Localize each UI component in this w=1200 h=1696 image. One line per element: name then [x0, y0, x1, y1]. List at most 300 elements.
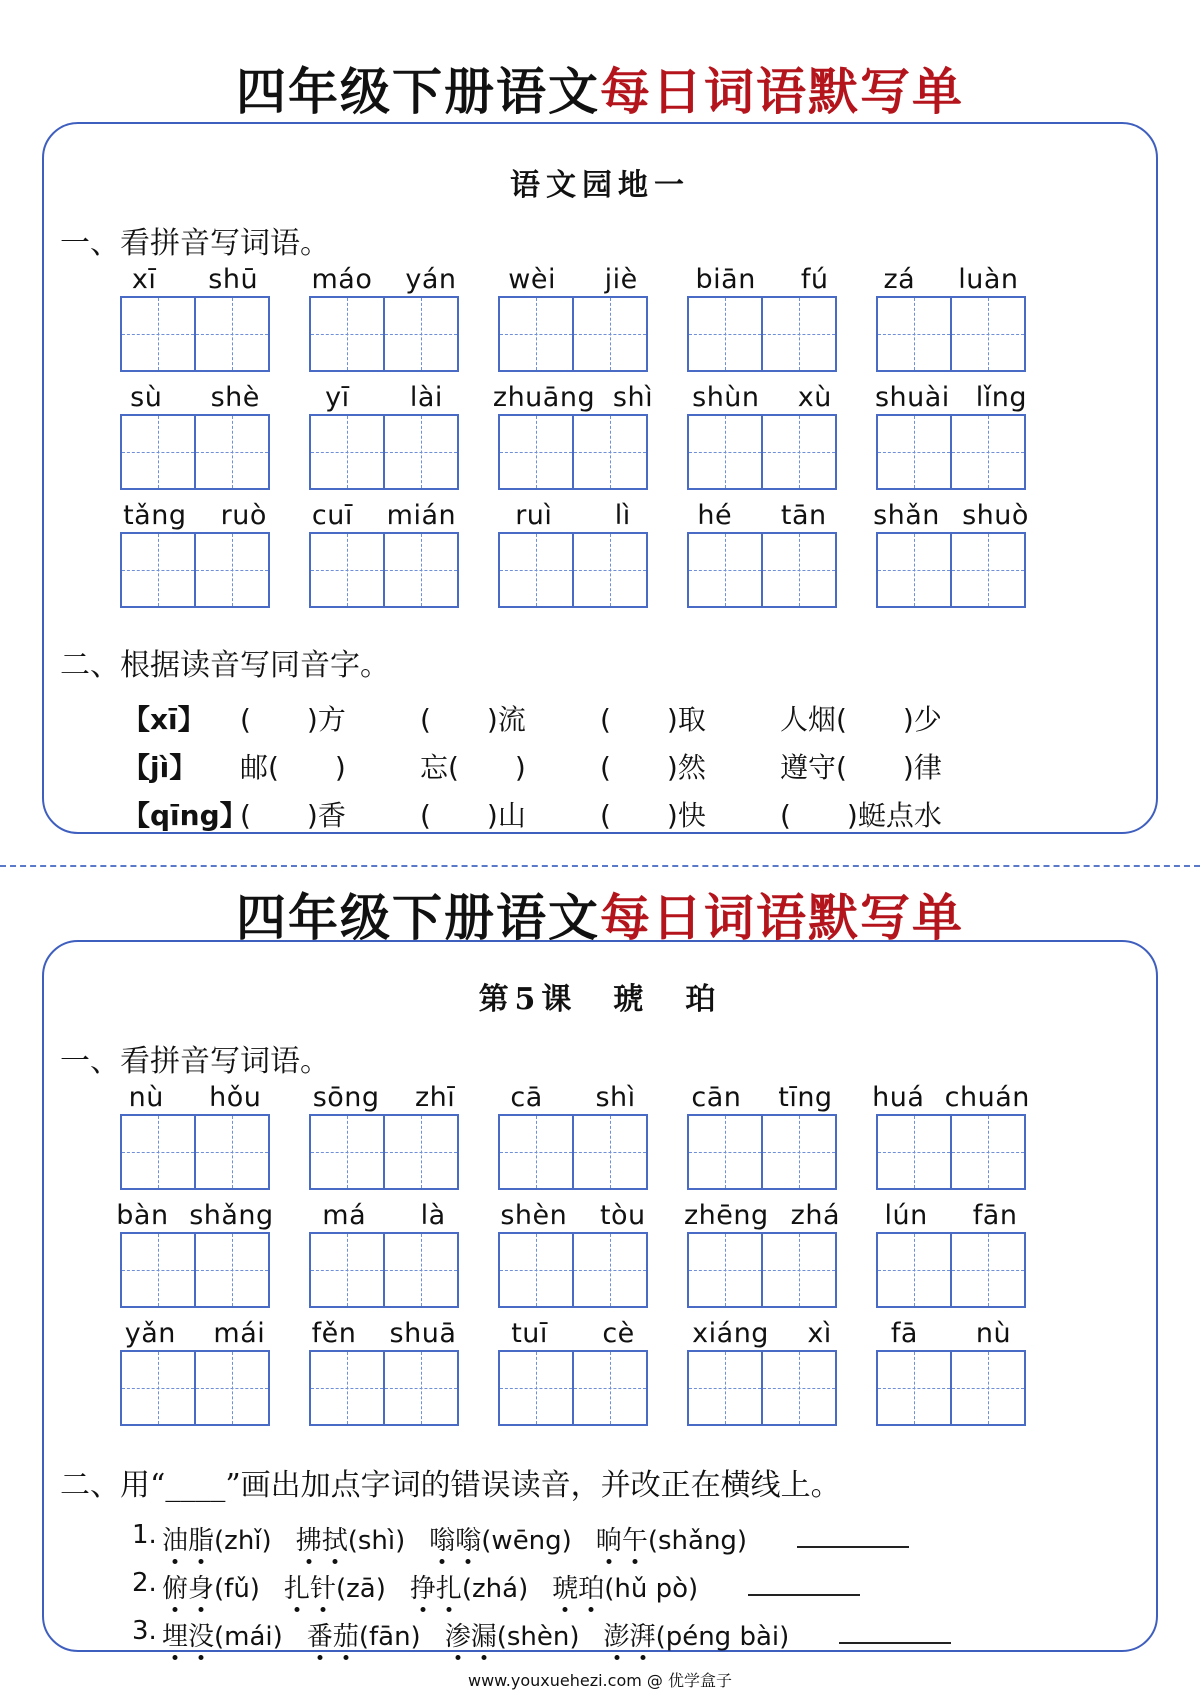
pinyin-syllable: nù: [975, 1318, 1012, 1349]
homophone-blank[interactable]: ( )快: [600, 799, 706, 832]
character-square[interactable]: [950, 416, 1024, 488]
sheet2-card-title: 第5课 琥 珀: [478, 982, 722, 1017]
dotted-character: 午: [621, 1526, 648, 1556]
pinyin-syllable: bàn: [116, 1200, 169, 1231]
dotted-character: 拭: [321, 1526, 348, 1556]
word-with-reading: [410, 1568, 528, 1605]
word-item: [309, 1318, 459, 1436]
reading: (wēng): [481, 1526, 572, 1556]
character-square[interactable]: [311, 1352, 383, 1424]
dotted-character: 渗: [444, 1622, 471, 1652]
writing-box[interactable]: [120, 1114, 270, 1190]
character-square[interactable]: [122, 1352, 194, 1424]
dotted-character: 澎: [603, 1622, 630, 1652]
pinyin-syllable: tān: [780, 500, 827, 531]
pinyin-syllable: shǎng: [189, 1200, 274, 1231]
pinyin-syllable: lài: [409, 382, 443, 413]
pinyin-syllable: má: [322, 1200, 367, 1231]
error-row: [132, 1616, 951, 1653]
pinyin-syllable: fěn: [311, 1318, 357, 1349]
pinyin-syllable: yǎn: [124, 1318, 176, 1349]
writing-box[interactable]: [687, 414, 837, 490]
character-square[interactable]: [383, 1116, 457, 1188]
word-item: [498, 1200, 648, 1318]
pinyin-syllable: sù: [130, 382, 163, 413]
word-item: [309, 500, 459, 618]
sheet2-pinyin-grid: [116, 1082, 1030, 1436]
character-square[interactable]: [500, 1116, 572, 1188]
pinyin: [484, 1318, 662, 1349]
row-number: 2.: [132, 1568, 157, 1598]
error-row: [132, 1520, 909, 1557]
writing-box[interactable]: [498, 296, 648, 372]
pinyin-syllable: shǎn: [873, 500, 940, 531]
pinyin-syllable: ruì: [515, 500, 553, 531]
homophone-blank[interactable]: 人烟( )少: [780, 703, 942, 736]
reading: (zhǐ): [214, 1526, 272, 1556]
word-item: [498, 1318, 648, 1436]
character-square[interactable]: [500, 298, 572, 370]
writing-box[interactable]: [876, 1350, 1026, 1426]
word-item: [687, 1082, 837, 1200]
character-square[interactable]: [311, 1234, 383, 1306]
word-with-reading: [445, 1616, 580, 1653]
pinyin: [862, 500, 1040, 531]
pinyin-syllable: là: [420, 1200, 446, 1231]
word-item: [492, 382, 654, 500]
word-item: [120, 382, 270, 500]
word-with-reading: [429, 1520, 572, 1557]
character-square[interactable]: [761, 298, 835, 370]
character-square[interactable]: [950, 534, 1024, 606]
homophone-blank[interactable]: ( )山: [420, 799, 526, 832]
homophone-row: [122, 794, 1062, 834]
homophone-blank[interactable]: 忘( ): [420, 751, 526, 784]
pinyin-syllable: mái: [213, 1318, 266, 1349]
word-item: [872, 1082, 1030, 1200]
dotted-character: 番: [306, 1622, 333, 1652]
character-square[interactable]: [878, 416, 950, 488]
dotted-character: 扎: [435, 1574, 462, 1604]
word-with-reading: [162, 1616, 283, 1653]
pinyin-syllable: lì: [614, 500, 631, 531]
word-item: [876, 264, 1026, 382]
pinyin-syllable: hé: [697, 500, 733, 531]
character-square[interactable]: [383, 1352, 457, 1424]
homophone-row: [122, 698, 1062, 738]
character-square[interactable]: [689, 1116, 761, 1188]
word-item: [876, 1318, 1026, 1436]
character-square[interactable]: [572, 534, 646, 606]
writing-box[interactable]: [120, 532, 270, 608]
pinyin: [295, 1082, 473, 1113]
character-square[interactable]: [311, 1116, 383, 1188]
word-item: [498, 1082, 648, 1200]
pinyin: [484, 500, 662, 531]
dotted-character: 针: [309, 1574, 336, 1604]
word-item: [687, 382, 837, 500]
character-square[interactable]: [122, 1116, 194, 1188]
word-item: [120, 264, 270, 382]
word-with-reading: [162, 1520, 272, 1557]
pinyin-syllable: biān: [695, 264, 756, 295]
pinyin: [106, 500, 284, 531]
pinyin-syllable: máo: [311, 264, 373, 295]
writing-box[interactable]: [687, 1114, 837, 1190]
character-square[interactable]: [383, 416, 457, 488]
word-item: [687, 264, 837, 382]
row-number: 3.: [132, 1616, 157, 1646]
pinyin-syllable: zhuāng: [492, 382, 596, 413]
dotted-character: 湃: [629, 1622, 656, 1652]
word-item: [116, 1200, 274, 1318]
homophone-blank[interactable]: ( )方: [240, 703, 346, 736]
character-square[interactable]: [878, 1352, 950, 1424]
reading: (zhá): [461, 1574, 529, 1604]
word-item: [309, 1082, 459, 1200]
reading: (péng bài): [655, 1622, 790, 1652]
sheet2-title-red: 每日词语默写单: [600, 888, 964, 947]
homophone-key: 【xī】: [122, 703, 206, 736]
character-square[interactable]: [383, 534, 457, 606]
character-square[interactable]: [761, 1116, 835, 1188]
character-square[interactable]: [311, 416, 383, 488]
pinyin: [295, 500, 473, 531]
character-square[interactable]: [761, 416, 835, 488]
pinyin: [484, 1082, 662, 1113]
sheet1-title-black: 四年级下册语文: [236, 62, 600, 121]
character-square[interactable]: [572, 416, 646, 488]
reading: (zā): [335, 1574, 386, 1604]
dotted-character: 挣: [409, 1574, 436, 1604]
writing-box[interactable]: [498, 1350, 648, 1426]
word-item: [120, 1318, 270, 1436]
character-square[interactable]: [689, 534, 761, 606]
character-square[interactable]: [311, 534, 383, 606]
writing-box[interactable]: [309, 1114, 459, 1190]
character-square[interactable]: [122, 416, 194, 488]
dotted-character: 晌: [595, 1526, 622, 1556]
writing-box[interactable]: [120, 1350, 270, 1426]
pinyin-syllable: xī: [131, 264, 157, 295]
pinyin-syllable: lún: [884, 1200, 928, 1231]
pinyin: [673, 264, 851, 295]
homophone-blank[interactable]: 遵守( )律: [780, 751, 942, 784]
pinyin: [862, 1082, 1040, 1113]
pinyin-syllable: zhēng: [684, 1200, 769, 1231]
character-square[interactable]: [950, 1234, 1024, 1306]
reading: (shǎng): [647, 1526, 748, 1556]
character-square[interactable]: [194, 298, 268, 370]
word-item: [687, 500, 837, 618]
footer: www.youxuehezi.com @ 优学盒子: [468, 1671, 732, 1690]
pinyin-syllable: shuài: [874, 382, 950, 413]
writing-box[interactable]: [120, 1232, 270, 1308]
reading: (shì): [347, 1526, 406, 1556]
dotted-character: 身: [188, 1574, 215, 1604]
reading: (hǔ pò): [604, 1574, 699, 1604]
homophone-key: 【qīng】: [122, 799, 248, 832]
writing-box[interactable]: [498, 1114, 648, 1190]
character-square[interactable]: [572, 1234, 646, 1306]
character-square[interactable]: [383, 298, 457, 370]
pinyin-syllable: fān: [972, 1200, 1018, 1231]
pinyin-syllable: tòu: [599, 1200, 646, 1231]
pinyin: [862, 1200, 1040, 1231]
pinyin: [862, 264, 1040, 295]
error-row: [132, 1568, 860, 1605]
character-square[interactable]: [761, 1352, 835, 1424]
writing-box[interactable]: [309, 532, 459, 608]
pinyin: [106, 1200, 284, 1231]
dotted-character: 嗡: [429, 1526, 456, 1556]
word-with-reading: [307, 1616, 421, 1653]
pinyin-syllable: zá: [883, 264, 916, 295]
dotted-character: 没: [188, 1622, 215, 1652]
writing-box[interactable]: [876, 1114, 1026, 1190]
dotted-character: 茄: [332, 1622, 359, 1652]
character-square[interactable]: [950, 298, 1024, 370]
word-item: [876, 382, 1026, 500]
pinyin: [484, 264, 662, 295]
character-square[interactable]: [122, 1234, 194, 1306]
writing-box[interactable]: [687, 1350, 837, 1426]
pinyin-syllable: nù: [128, 1082, 164, 1113]
pinyin: [106, 1082, 284, 1113]
character-square[interactable]: [689, 416, 761, 488]
word-item: [498, 264, 648, 382]
character-square[interactable]: [761, 1234, 835, 1306]
row-number: 1.: [132, 1520, 157, 1550]
pinyin: [106, 264, 284, 295]
character-square[interactable]: [122, 534, 194, 606]
writing-box[interactable]: [876, 532, 1026, 608]
pinyin-syllable: yī: [325, 382, 350, 413]
sheet1-pinyin-grid: [120, 264, 1029, 618]
sheet1-section1-heading: 一、看拼音写词语。: [60, 226, 330, 261]
pinyin: [295, 264, 473, 295]
pinyin-syllable: hǒu: [209, 1082, 262, 1113]
character-square[interactable]: [194, 1352, 268, 1424]
sheet1-section2-heading: 二、根据读音写同音字。: [60, 648, 390, 683]
answer-line[interactable]: [839, 1616, 951, 1644]
dotted-character: 油: [162, 1526, 189, 1556]
pinyin-syllable: zhá: [790, 1200, 840, 1231]
pinyin: [484, 382, 662, 413]
writing-box[interactable]: [876, 414, 1026, 490]
word-item: [684, 1200, 840, 1318]
character-square[interactable]: [878, 298, 950, 370]
writing-box[interactable]: [687, 532, 837, 608]
pinyin: [862, 382, 1040, 413]
pinyin: [295, 1318, 473, 1349]
pinyin: [673, 1082, 851, 1113]
pinyin-syllable: chuán: [944, 1082, 1030, 1113]
answer-line[interactable]: [797, 1520, 909, 1548]
pinyin: [673, 382, 851, 413]
writing-box[interactable]: [120, 296, 270, 372]
pinyin-syllable: shuò: [962, 500, 1029, 531]
writing-box[interactable]: [687, 296, 837, 372]
homophone-blank[interactable]: ( )香: [240, 799, 346, 832]
pinyin-syllable: fú: [800, 264, 829, 295]
cut-line: [0, 865, 1200, 867]
writing-box[interactable]: [309, 1232, 459, 1308]
character-square[interactable]: [194, 1116, 268, 1188]
reading: (shèn): [496, 1622, 580, 1652]
reading: (fān): [358, 1622, 421, 1652]
pinyin-syllable: shū: [208, 264, 259, 295]
word-with-reading: [284, 1568, 386, 1605]
character-square[interactable]: [572, 298, 646, 370]
word-item: [120, 500, 270, 618]
pinyin: [106, 1318, 284, 1349]
word-item: [309, 264, 459, 382]
character-square[interactable]: [689, 298, 761, 370]
writing-box[interactable]: [120, 414, 270, 490]
pinyin: [673, 1200, 851, 1231]
word-item: [498, 500, 648, 618]
pinyin-syllable: cān: [691, 1082, 742, 1113]
writing-box[interactable]: [498, 414, 648, 490]
character-square[interactable]: [689, 1234, 761, 1306]
character-square[interactable]: [122, 298, 194, 370]
dotted-character: 埋: [162, 1622, 189, 1652]
character-square[interactable]: [311, 298, 383, 370]
pinyin-syllable: shùn: [692, 382, 760, 413]
reading: (mái): [214, 1622, 283, 1652]
dotted-character: 嗡: [455, 1526, 482, 1556]
writing-box[interactable]: [687, 1232, 837, 1308]
writing-box[interactable]: [309, 414, 459, 490]
homophone-key: 【jì】: [122, 751, 198, 784]
character-square[interactable]: [194, 534, 268, 606]
homophone-row: [122, 746, 1062, 786]
character-square[interactable]: [689, 1352, 761, 1424]
writing-box[interactable]: [876, 296, 1026, 372]
pinyin-syllable: jiè: [604, 264, 638, 295]
dotted-character: 脂: [188, 1526, 215, 1556]
pinyin-syllable: ruò: [220, 500, 267, 531]
character-square[interactable]: [572, 1116, 646, 1188]
pinyin-syllable: wèi: [508, 264, 556, 295]
pinyin-syllable: tǎng: [123, 500, 187, 531]
pinyin-syllable: shèn: [500, 1200, 568, 1231]
pinyin-syllable: shuā: [389, 1318, 457, 1349]
sheet2-section1-heading: 一、看拼音写词语。: [60, 1044, 330, 1079]
sheet2-card: [42, 940, 1158, 1652]
character-square[interactable]: [194, 416, 268, 488]
pinyin-syllable: tuī: [511, 1318, 548, 1349]
dotted-character: 俯: [162, 1574, 189, 1604]
word-with-reading: [552, 1568, 698, 1605]
sheet1-card: [42, 122, 1158, 834]
pinyin-syllable: huá: [872, 1082, 925, 1113]
pinyin-syllable: cā: [510, 1082, 543, 1113]
character-square[interactable]: [878, 1116, 950, 1188]
word-with-reading: [596, 1520, 747, 1557]
dotted-character: 琥: [552, 1574, 579, 1604]
character-square[interactable]: [950, 1116, 1024, 1188]
pinyin: [295, 1200, 473, 1231]
homophone-blank[interactable]: 邮( ): [240, 751, 346, 784]
sheet1-card-title: 语文园地一: [510, 168, 690, 203]
sheet2-section2-heading: 二、用“____”画出加点字词的错误读音，并改正在横线上。: [60, 1468, 841, 1503]
pinyin-syllable: fā: [890, 1318, 918, 1349]
word-with-reading: [604, 1616, 790, 1653]
dotted-character: 漏: [470, 1622, 497, 1652]
pinyin-syllable: shì: [595, 1082, 636, 1113]
dotted-character: 扎: [283, 1574, 310, 1604]
writing-box[interactable]: [309, 296, 459, 372]
pinyin-syllable: mián: [386, 500, 457, 531]
dotted-character: 珀: [578, 1574, 605, 1604]
word-with-reading: [296, 1520, 406, 1557]
character-square[interactable]: [950, 1352, 1024, 1424]
word-item: [309, 1200, 459, 1318]
pinyin: [862, 1318, 1040, 1349]
character-square[interactable]: [500, 1352, 572, 1424]
sheet2-title-black: 四年级下册语文: [236, 888, 600, 947]
character-square[interactable]: [194, 1234, 268, 1306]
pinyin-syllable: lǐng: [975, 382, 1028, 413]
pinyin-syllable: shì: [612, 382, 654, 413]
pinyin: [106, 382, 284, 413]
character-square[interactable]: [383, 1234, 457, 1306]
pinyin-syllable: sōng: [312, 1082, 380, 1113]
character-square[interactable]: [761, 534, 835, 606]
pinyin-syllable: luàn: [958, 264, 1019, 295]
pinyin-syllable: shè: [210, 382, 260, 413]
pinyin-syllable: cè: [602, 1318, 635, 1349]
pinyin-syllable: zhī: [414, 1082, 456, 1113]
pinyin-syllable: cuī: [311, 500, 353, 531]
character-square[interactable]: [878, 534, 950, 606]
reading: (fǔ): [214, 1574, 260, 1604]
sheet1-title-red: 每日词语默写单: [600, 62, 964, 121]
word-item: [309, 382, 459, 500]
character-square[interactable]: [500, 1234, 572, 1306]
word-item: [120, 1082, 270, 1200]
pinyin: [673, 1318, 851, 1349]
character-square[interactable]: [500, 534, 572, 606]
pinyin: [484, 1200, 662, 1231]
homophone-blank[interactable]: ( )蜓点水: [780, 799, 942, 832]
pinyin-syllable: xiáng: [692, 1318, 769, 1349]
word-item: [876, 1200, 1026, 1318]
pinyin-syllable: xì: [807, 1318, 832, 1349]
character-square[interactable]: [572, 1352, 646, 1424]
character-square[interactable]: [500, 416, 572, 488]
homophone-blank[interactable]: ( )然: [600, 751, 706, 784]
sheet1-title: [0, 52, 1200, 124]
pinyin: [673, 500, 851, 531]
writing-box[interactable]: [309, 1350, 459, 1426]
dotted-character: 拂: [295, 1526, 322, 1556]
homophone-blank[interactable]: ( )取: [600, 703, 706, 736]
writing-box[interactable]: [498, 532, 648, 608]
pinyin-syllable: xù: [797, 382, 832, 413]
pinyin-syllable: tīng: [778, 1082, 833, 1113]
word-with-reading: [162, 1568, 260, 1605]
writing-box[interactable]: [498, 1232, 648, 1308]
writing-box[interactable]: [876, 1232, 1026, 1308]
character-square[interactable]: [878, 1234, 950, 1306]
answer-line[interactable]: [748, 1568, 860, 1596]
pinyin-syllable: yán: [405, 264, 457, 295]
word-item: [873, 500, 1029, 618]
homophone-blank[interactable]: ( )流: [420, 703, 526, 736]
